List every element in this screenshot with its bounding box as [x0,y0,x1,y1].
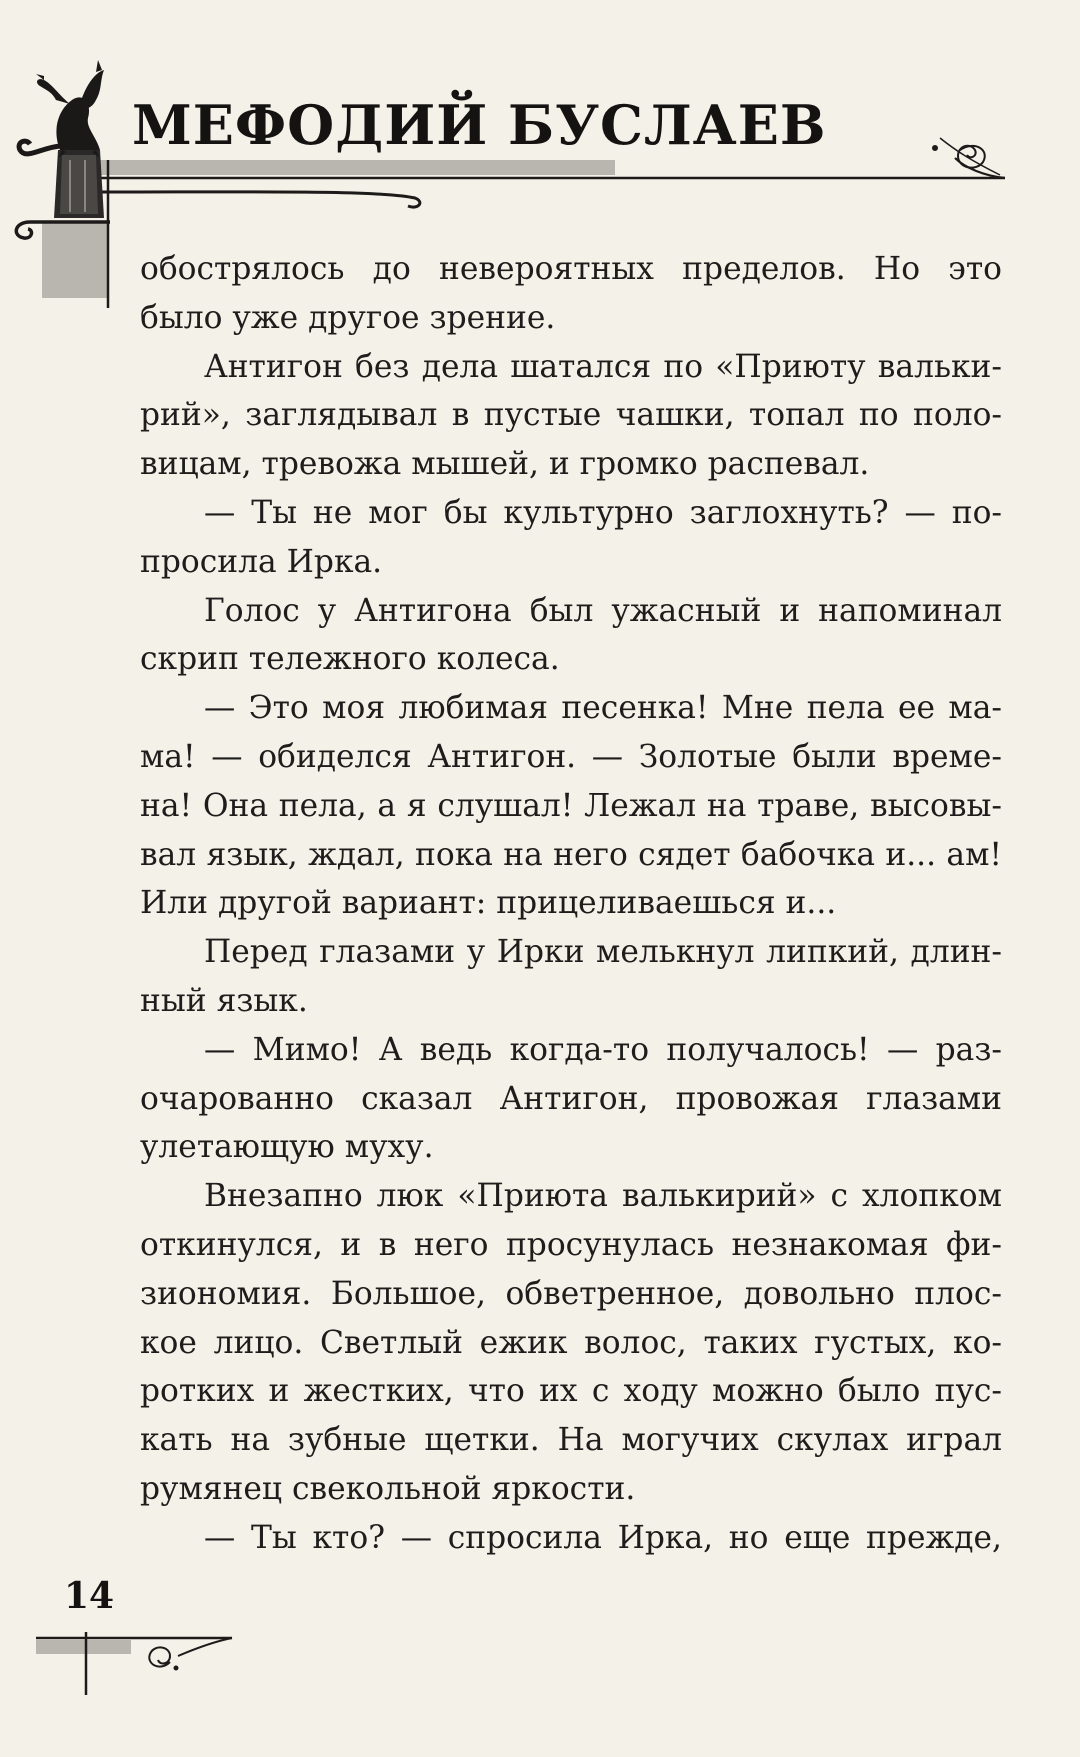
dragon-gargoyle-icon [19,60,104,218]
header-gray-block [42,222,107,298]
text-line: — Ты не мог бы культурно заглохнуть? — по- [204,494,1002,531]
text-line: зиономия. Большое, обветренное, довольно плос- [140,1275,1002,1312]
text-line: Голос у Антигона был ужасный и напоминал [204,592,1002,629]
text-line: Перед глазами у Ирки мелькнул липкий, длин- [204,934,1002,971]
text-line: ма! — обиделся Антигон. — Золотые были време- [140,738,1002,775]
text-line: вал язык, ждал, пока на него сядет бабочка и... ам! [140,836,1002,873]
text-line: обострялось до невероятных пределов. Но это [140,251,1002,287]
text-line: Антигон без дела шатался по «Приюту вальки- [204,348,1002,385]
text-line: — Мимо! А ведь когда-то получалось! — раз- [204,1031,1002,1068]
text-line: кое лицо. Светлый ежик волос, таких густых, ко- [140,1324,1002,1361]
header-gray-band [100,160,615,175]
text-line: вицам, тревожа мышей, и громко распевал. [140,446,870,483]
text-line: откинулся, и в него просунулась незнакомая фи- [140,1226,1002,1263]
body-text [140,245,1002,1563]
swirl-ornament-icon [932,138,1005,178]
footer-gray-band [36,1640,131,1654]
text-line: улетающую муху. [140,1129,434,1166]
page-number: 14 [64,1575,115,1617]
text-line: Или другой вариант: прицеливаешься и... [140,885,837,922]
text-line: просила Ирка. [140,543,383,580]
text-line: ный язык. [140,982,308,1019]
text-line: румянец свекольной яркости. [140,1470,636,1507]
header-rule-curl [100,192,420,207]
text-line: — Это моя любимая песенка! Мне пела ее ма- [204,690,1002,727]
text-line: Внезапно люк «Приюта валькирий» с хлопком [204,1178,1002,1215]
text-line: кать на зубные щетки. На могучих скулах играл [140,1422,1002,1459]
text-line: было уже другое зрение. [140,299,556,336]
text-line: рий», заглядывал в пустые чашки, топал по поло- [140,397,1002,434]
text-line: скрип тележного колеса. [140,641,560,678]
running-title: МЕФОДИЙ БУСЛАЕВ [132,93,827,157]
text-line: ротких и жестких, что их с ходу можно было пус- [140,1373,1002,1410]
swirl-ornament-icon [149,1638,232,1671]
text-line: — Ты кто? — спросила Ирка, но еще прежде, [204,1519,1002,1556]
text-line: на! Она пела, а я слушал! Лежал на траве, высовы- [140,787,1002,824]
text-line: очарованно сказал Антигон, провожая глазами [140,1080,1002,1117]
